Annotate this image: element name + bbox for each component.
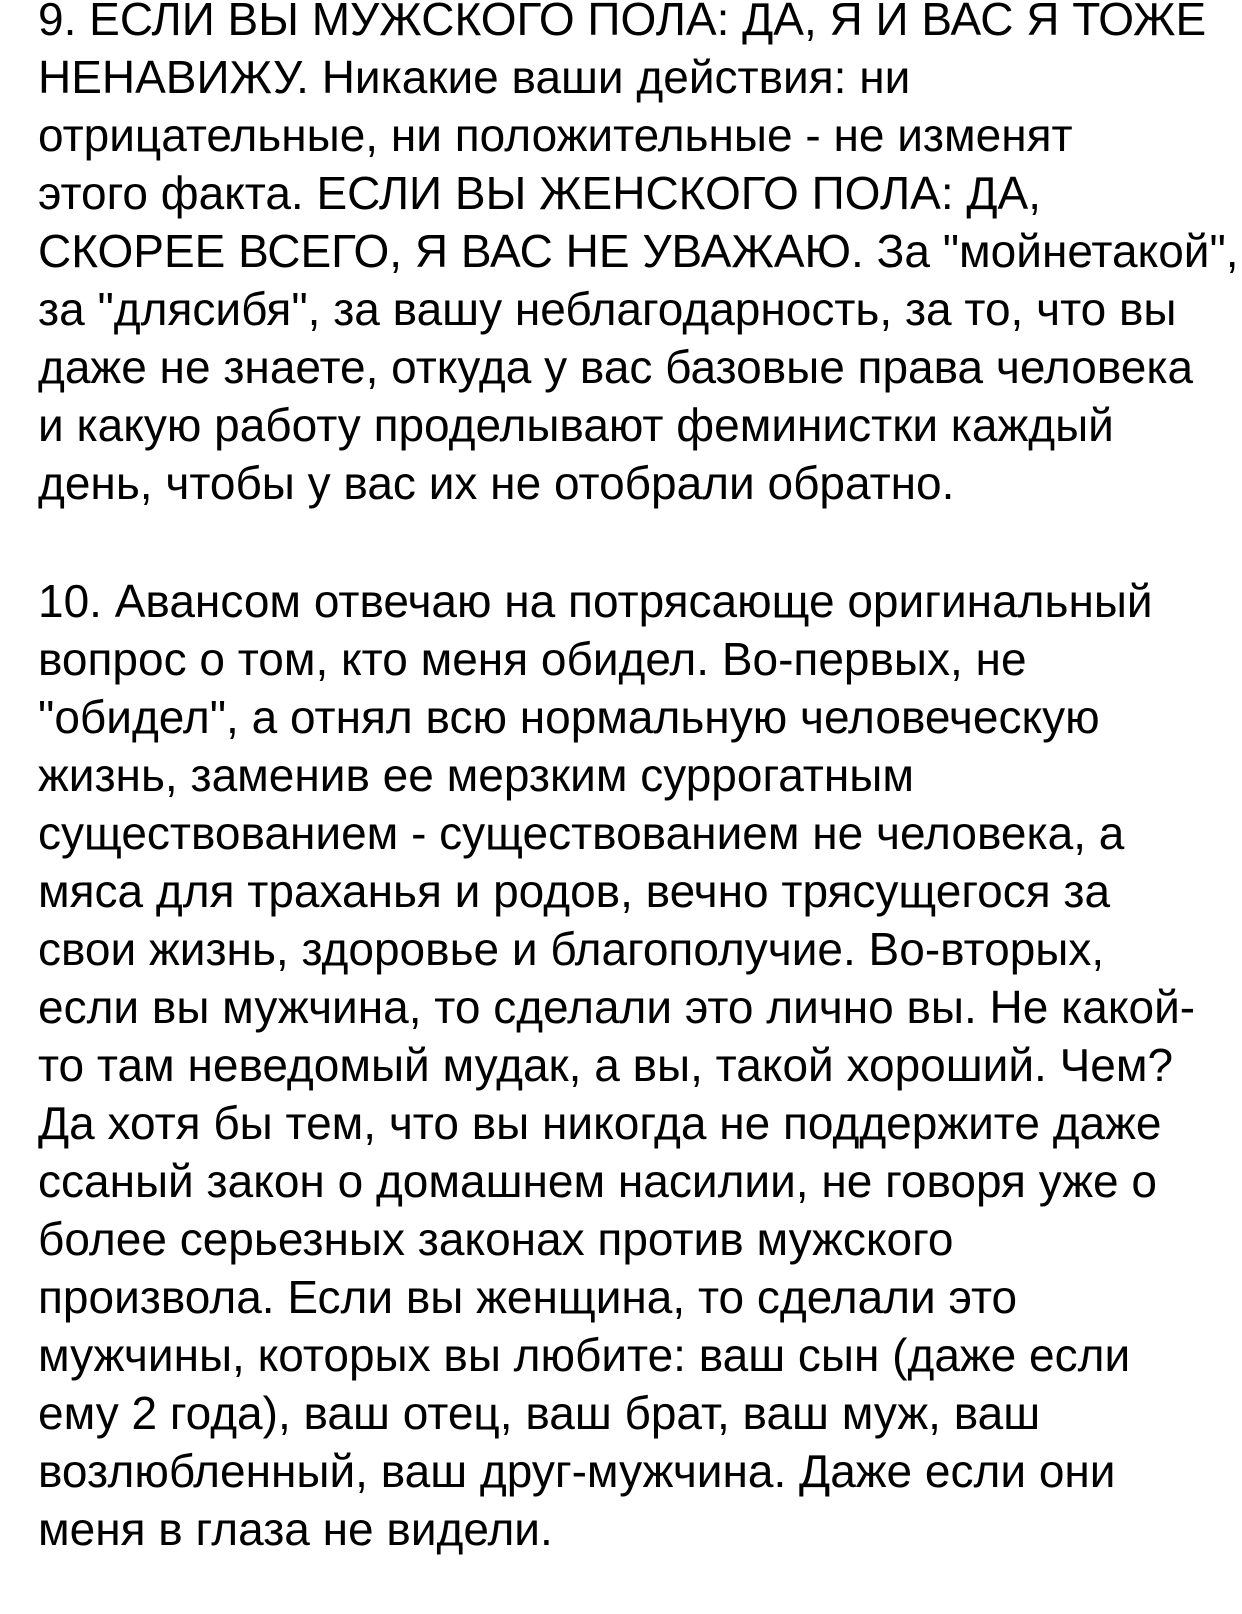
paragraph-line: отрицательные, ни положительные - не изменят (38, 109, 1073, 161)
paragraph-line: произвола. Если вы женщина, то сделали это (38, 1271, 1018, 1323)
paragraph-line: СКОРЕЕ ВСЕГО, Я ВАС НЕ УВАЖАЮ. За "мойнетакой", (38, 225, 1239, 277)
paragraph-line: жизнь, заменив ее мерзким суррогатным (38, 749, 914, 801)
paragraph-line: ссаный закон о домашнем насилии, не говоря уже о (38, 1155, 1157, 1207)
paragraph-line: этого факта. ЕСЛИ ВЫ ЖЕНСКОГО ПОЛА: ДА, (38, 167, 1041, 219)
paragraph-line: ему 2 года), ваш отец, ваш брат, ваш муж, ваш (38, 1387, 1041, 1439)
paragraph-line: возлюбленный, ваш друг-мужчина. Даже если они (38, 1445, 1116, 1497)
paragraph-line: мяса для траханья и родов, вечно трясущегося за (38, 865, 1111, 917)
paragraph-line: день, чтобы у вас их не отобрали обратно. (38, 457, 955, 509)
paragraph-line: и какую работу проделывают феминистки каждый (38, 399, 1114, 451)
paragraph-line: меня в глаза не видели. (38, 1503, 553, 1555)
paragraph-9 (38, 0, 1239, 512)
paragraph-line: 9. ЕСЛИ ВЫ МУЖСКОГО ПОЛА: ДА, Я И ВАС Я ТОЖЕ (38, 0, 1207, 45)
paragraph-line: НЕНАВИЖУ. Никакие ваши действия: ни (38, 51, 911, 103)
paragraph-line: вопрос о том, кто меня обидел. Во-первых, не (38, 633, 1027, 685)
paragraph-line: существованием - существованием не человека, а (38, 807, 1125, 859)
paragraph-line: 10. Авансом отвечаю на потрясающе оригинальный (38, 575, 1153, 627)
paragraph-line: "обидел", а отнял всю нормальную человеческую (38, 691, 1100, 743)
paragraph-line: если вы мужчина, то сделали это лично вы. Не какой- (38, 981, 1196, 1033)
paragraph-line: свои жизнь, здоровье и благополучие. Во-вторых, (38, 923, 1105, 975)
paragraph-10 (38, 572, 1195, 1558)
paragraph-line: даже не знаете, откуда у вас базовые права человека (38, 341, 1194, 393)
paragraph-line: мужчины, которых вы любите: ваш сын (даже если (38, 1329, 1131, 1381)
paragraph-line: Да хотя бы тем, что вы никогда не поддержите даже (38, 1097, 1162, 1149)
paragraph-line: то там неведомый мудак, а вы, такой хороший. Чем? (38, 1039, 1174, 1091)
paragraph-line: более серьезных законах против мужского (38, 1213, 954, 1265)
paragraph-line: за "длясибя", за вашу неблагодарность, за то, что вы (38, 283, 1177, 335)
